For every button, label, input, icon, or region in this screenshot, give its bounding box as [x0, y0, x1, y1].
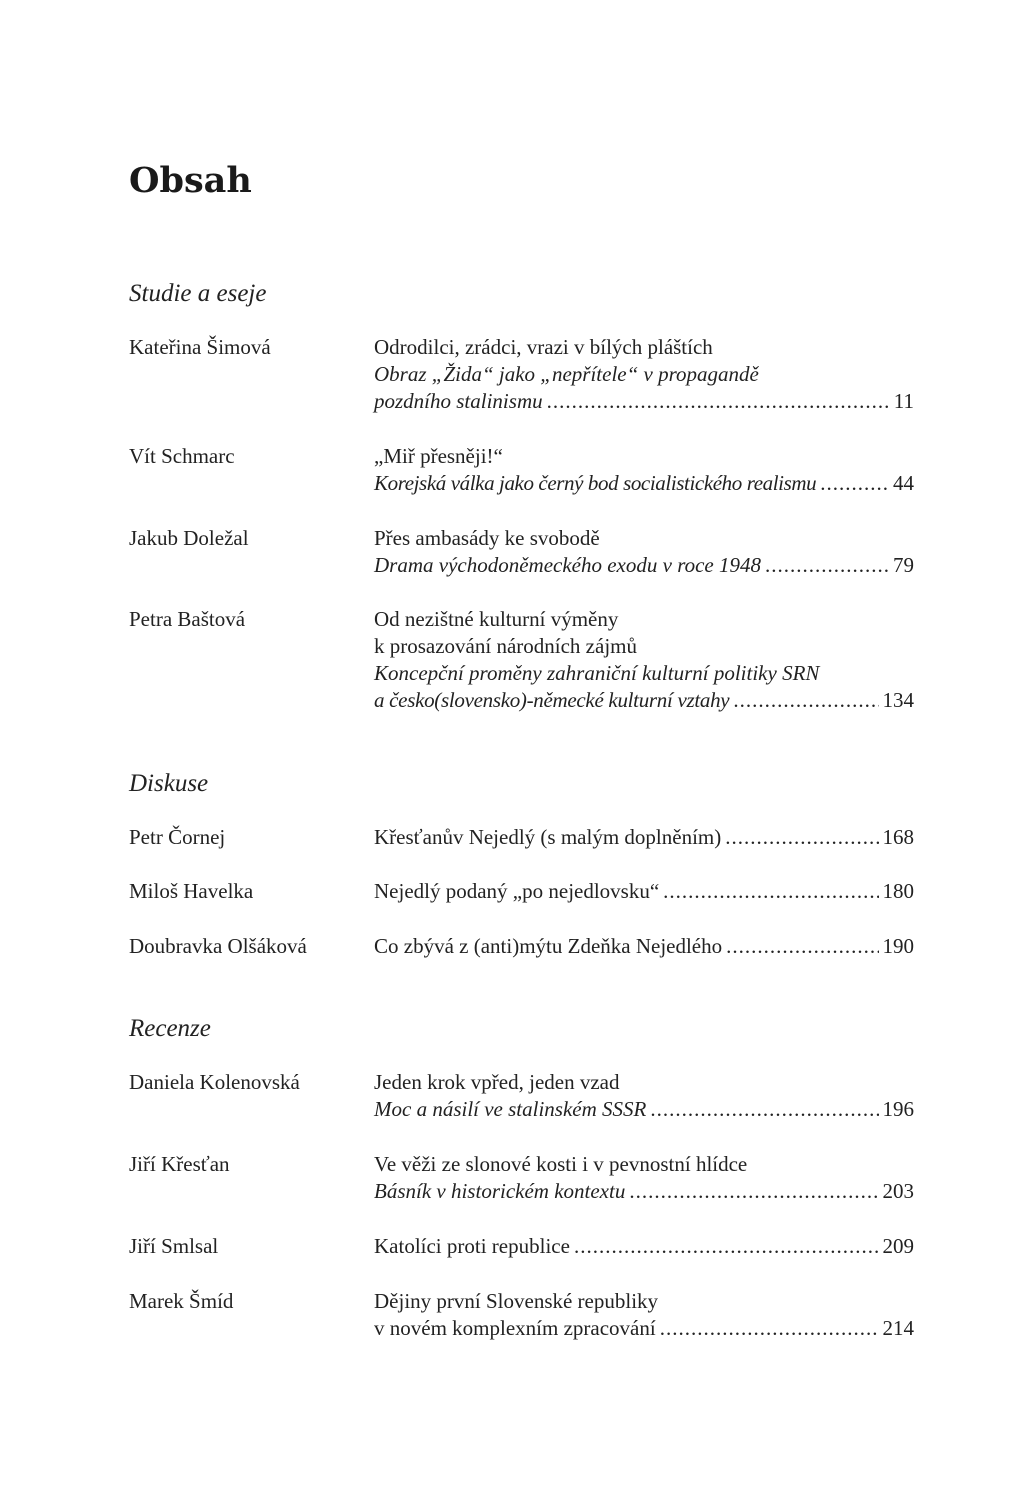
- section-heading-diskuse: Diskuse: [129, 770, 209, 797]
- page-number: 168: [882, 825, 914, 849]
- page-title: Obsah: [129, 160, 252, 201]
- page-number: 180: [882, 879, 914, 903]
- entry-title: Co zbývá z (anti)mýtu Zdeňka Nejedlého: [374, 934, 723, 958]
- entry-author: Miloš Havelka: [129, 879, 254, 903]
- page-number: 190: [882, 934, 914, 958]
- entry-author: Doubravka Olšáková: [129, 934, 307, 958]
- dot-leader: [629, 1178, 878, 1205]
- entry-title: Dějiny první Slovenské republiky: [374, 1289, 659, 1313]
- dot-leader: [650, 1096, 878, 1123]
- entry-subtitle: pozdního stalinismu: [374, 389, 543, 413]
- entry-title: Nejedlý podaný „po nejedlovsku“: [374, 879, 660, 903]
- entry-subtitle: a česko(slovensko)-německé kulturní vztahy: [374, 688, 730, 712]
- dot-leader: [574, 1233, 879, 1260]
- dot-leader: [820, 470, 889, 497]
- entry-author: Jiří Smlsal: [129, 1234, 219, 1258]
- entry-subtitle: Obraz „Žida“ jako „nepřítele“ v propagandě: [374, 362, 759, 386]
- entry-title: Křesťanův Nejedlý (s malým doplněním): [374, 825, 722, 849]
- entry-title: Ve věži ze slonové kosti i v pevnostní hlídce: [374, 1152, 748, 1176]
- entry-title: Od nezištné kulturní výměny: [374, 607, 619, 631]
- entry-title: Jeden krok vpřed, jeden vzad: [374, 1070, 620, 1094]
- page-number: 44: [893, 471, 914, 495]
- entry-title: Odrodilci, zrádci, vrazi v bílých pláštích: [374, 335, 713, 359]
- entry-title: Katolíci proti republice: [374, 1234, 570, 1258]
- entry-title: v novém komplexním zpracování: [374, 1316, 656, 1340]
- dot-leader: [733, 687, 878, 714]
- page-number: 79: [893, 553, 914, 577]
- page-number: 203: [882, 1179, 914, 1203]
- entry-author: Kateřina Šimová: [129, 335, 271, 359]
- page-number: 214: [882, 1316, 914, 1340]
- entry-title: „Miř přesněji!“: [374, 444, 503, 468]
- page-number: 196: [882, 1097, 914, 1121]
- page-number: 11: [893, 389, 914, 413]
- dot-leader: [660, 1315, 879, 1342]
- entry-subtitle: Básník v historickém kontextu: [374, 1179, 626, 1203]
- section-heading-recenze: Recenze: [129, 1015, 211, 1042]
- dot-leader: [765, 552, 889, 579]
- page-number: 209: [882, 1234, 914, 1258]
- entry-author: Vít Schmarc: [129, 444, 235, 468]
- entry-author: Jiří Křesťan: [129, 1152, 230, 1176]
- entry-author: Daniela Kolenovská: [129, 1070, 300, 1094]
- entry-author: Marek Šmíd: [129, 1289, 234, 1313]
- entry-subtitle: Koncepční proměny zahraniční kulturní politiky SRN: [374, 661, 820, 685]
- entry-author: Jakub Doležal: [129, 526, 249, 550]
- entry-title: Přes ambasády ke svobodě: [374, 526, 600, 550]
- dot-leader: [725, 824, 878, 851]
- entry-subtitle: Korejská válka jako černý bod socialistického realismu: [374, 471, 817, 495]
- dot-leader: [726, 933, 878, 960]
- entry-subtitle: Drama východoněmeckého exodu v roce 1948: [374, 553, 761, 577]
- section-heading-studie: Studie a eseje: [129, 280, 267, 307]
- entry-title: k prosazování národních zájmů: [374, 634, 637, 658]
- entry-author: Petra Baštová: [129, 607, 246, 631]
- page-number: 134: [882, 688, 914, 712]
- dot-leader: [547, 388, 890, 415]
- entry-subtitle: Moc a násilí ve stalinském SSSR: [374, 1097, 647, 1121]
- dot-leader: [663, 878, 878, 905]
- entry-author: Petr Čornej: [129, 825, 226, 849]
